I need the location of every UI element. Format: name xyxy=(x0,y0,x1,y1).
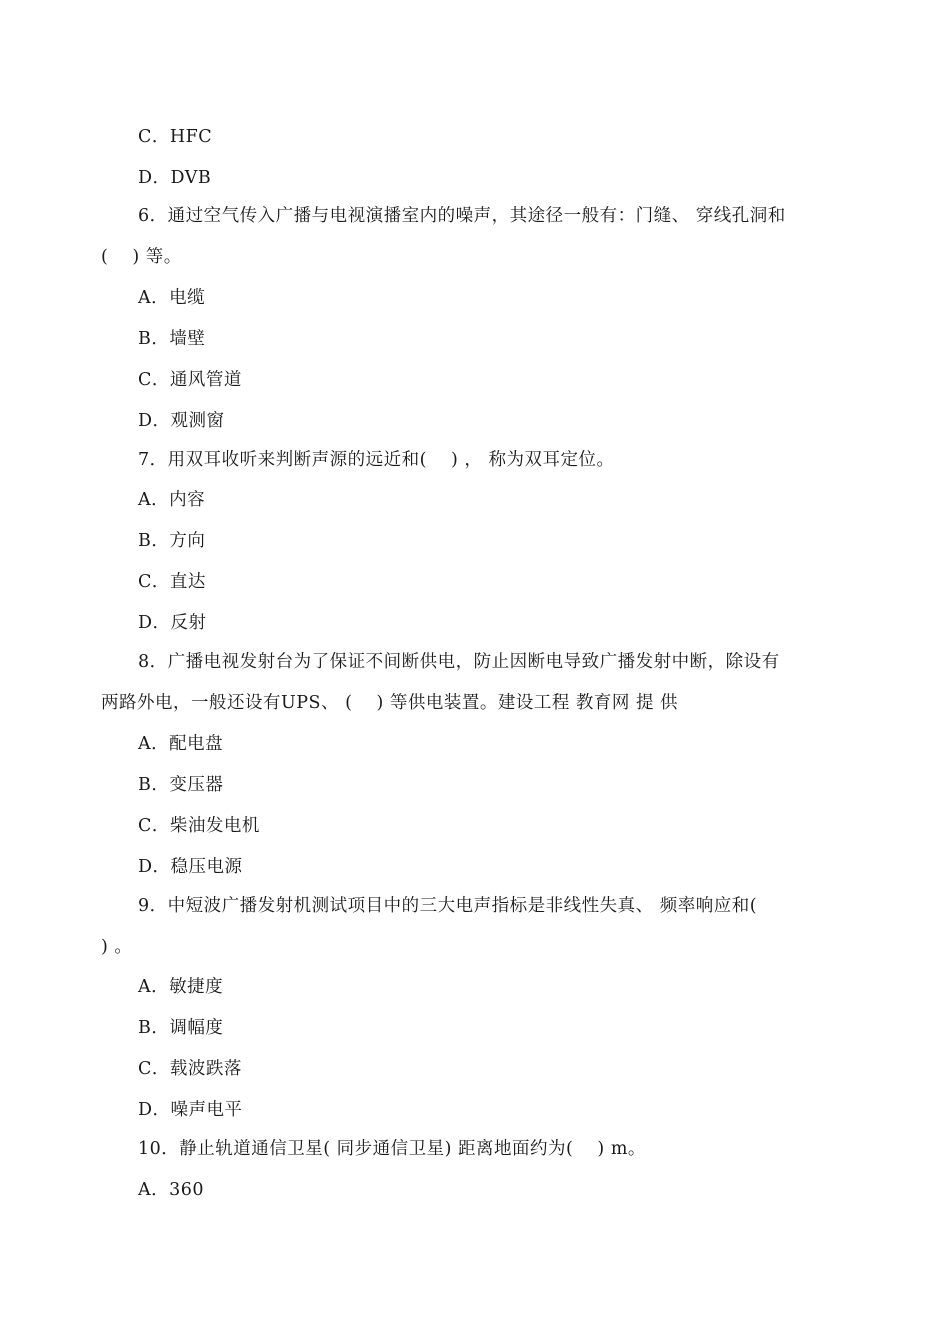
option-8c: C．柴油发电机 xyxy=(138,816,260,836)
question-6-continued: ( ) 等。 xyxy=(101,247,182,267)
question-6: 6．通过空气传入广播与电视演播室内的噪声，其途径一般有：门缝、 穿线孔洞和 xyxy=(138,206,786,226)
question-8-continued: 两路外电，一般还设有UPS、 ( ) 等供电装置。建设工程 教育网 提 供 xyxy=(101,693,679,713)
option-7a: A．内容 xyxy=(138,490,206,510)
option-6b: B．墙壁 xyxy=(138,329,206,349)
option-9b: B．调幅度 xyxy=(138,1018,224,1038)
option-9c: C．载波跌落 xyxy=(138,1059,242,1079)
option-7c: C．直达 xyxy=(138,572,206,592)
option-6a: A．电缆 xyxy=(138,288,206,308)
question-8: 8．广播电视发射台为了保证不间断供电，防止因断电导致广播发射中断，除设有 xyxy=(138,652,780,672)
option-9a: A．敏捷度 xyxy=(138,977,224,997)
option-8b: B．变压器 xyxy=(138,775,224,795)
option-8a: A．配电盘 xyxy=(138,734,224,754)
question-9: 9．中短波广播发射机测试项目中的三大电声指标是非线性失真、 频率响应和( xyxy=(138,896,758,916)
option-5d: D．DVB xyxy=(138,168,212,188)
option-6d: D．观测窗 xyxy=(138,411,225,431)
option-10a: A．360 xyxy=(138,1180,205,1200)
question-7: 7．用双耳收听来判断声源的远近和( ) ， 称为双耳定位。 xyxy=(138,450,615,470)
option-6c: C．通风管道 xyxy=(138,370,242,390)
option-9d: D．噪声电平 xyxy=(138,1100,243,1120)
question-9-continued: ) 。 xyxy=(101,937,133,957)
question-10: 10．静止轨道通信卫星( 同步通信卫星) 距离地面约为( ) m。 xyxy=(138,1139,646,1159)
option-7b: B．方向 xyxy=(138,531,206,551)
option-8d: D．稳压电源 xyxy=(138,857,243,877)
option-5c: C．HFC xyxy=(138,127,213,147)
option-7d: D．反射 xyxy=(138,613,207,633)
